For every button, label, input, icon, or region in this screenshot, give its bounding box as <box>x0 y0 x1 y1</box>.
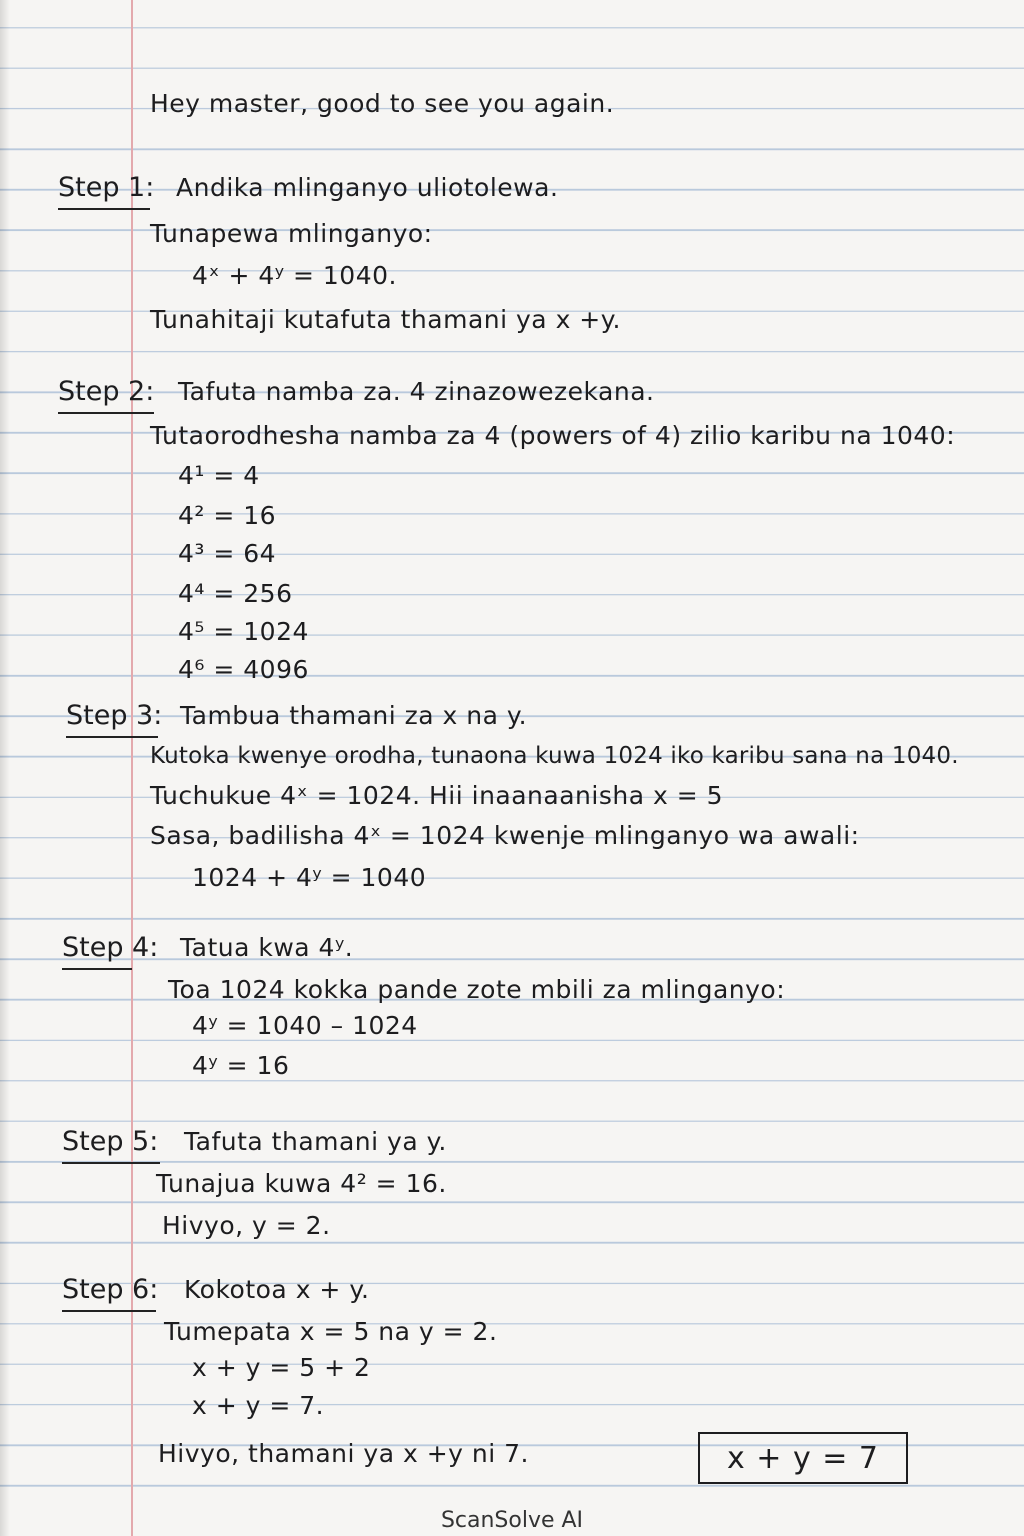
step-4-title: Tatua kwa 4ʸ. <box>180 933 354 962</box>
step-5-line-1: Tunajua kuwa 4² = 16. <box>156 1169 447 1198</box>
step-2-line-5: 4⁴ = 256 <box>178 579 293 608</box>
step-3-label: Step 3: <box>66 700 162 732</box>
step-1-title: Andika mlinganyo uliotolewa. <box>176 173 559 202</box>
step-2-line-4: 4³ = 64 <box>178 539 277 568</box>
step-2-line-3: 4² = 16 <box>178 501 277 530</box>
final-answer-text: x + y = 7 <box>726 1440 879 1476</box>
step-6-line-3: x + y = 7. <box>192 1391 325 1420</box>
footer-brand: ScanSolve AI <box>440 1508 584 1533</box>
greeting-text: Hey master, good to see you again. <box>150 89 615 118</box>
step-3-title: Tambua thamani za x na y. <box>180 701 528 730</box>
step-4-label: Step 4: <box>62 932 158 964</box>
step-4-line-2: 4ʸ = 1040 – 1024 <box>192 1011 418 1040</box>
step-1-label: Step 1: <box>58 172 154 204</box>
step-4-line-3: 4ʸ = 16 <box>192 1051 290 1080</box>
step-3-line-1: Kutoka kwenye orodha, tunaona kuwa 1024 iko karibu sana na 1040. <box>150 743 959 769</box>
step-5-title: Tafuta thamani ya y. <box>184 1127 447 1156</box>
step-6-line-1: Tumepata x = 5 na y = 2. <box>164 1317 498 1346</box>
step-3-line-2: Tuchukue 4ˣ = 1024. Hii inaanaanisha x = 5 <box>150 781 724 810</box>
step-1-line-1: Tunapewa mlinganyo: <box>150 219 433 248</box>
final-answer-box <box>698 1432 908 1484</box>
step-3-line-4: 1024 + 4ʸ = 1040 <box>192 863 427 892</box>
page-edge-shadow <box>0 0 10 1536</box>
step-3-line-3: Sasa, badilisha 4ˣ = 1024 kwenje mlinganyo wa awali: <box>150 821 860 850</box>
step-5-label: Step 5: <box>62 1126 158 1158</box>
step-5-line-2: Hivyo, y = 2. <box>162 1211 331 1240</box>
step-6-line-2: x + y = 5 + 2 <box>192 1353 371 1382</box>
step-2-title: Tafuta namba za. 4 zinazowezekana. <box>178 377 655 406</box>
step-6-line-4: Hivyo, thamani ya x +y ni 7. <box>158 1439 529 1468</box>
step-6-title: Kokotoa x + y. <box>184 1275 370 1304</box>
step-4-line-1: Toa 1024 kokka pande zote mbili za mlinganyo: <box>168 975 786 1004</box>
step-2-line-1: Tutaorodhesha namba za 4 (powers of 4) zilio karibu na 1040: <box>150 421 956 450</box>
step-2-line-2: 4¹ = 4 <box>178 461 260 490</box>
step-1-line-2: 4ˣ + 4ʸ = 1040. <box>192 261 397 290</box>
step-6-label: Step 6: <box>62 1274 158 1306</box>
step-2-line-7: 4⁶ = 4096 <box>178 655 309 684</box>
step-1-line-3: Tunahitaji kutafuta thamani ya x +y. <box>150 305 621 334</box>
step-2-label: Step 2: <box>58 376 154 408</box>
step-2-line-6: 4⁵ = 1024 <box>178 617 309 646</box>
